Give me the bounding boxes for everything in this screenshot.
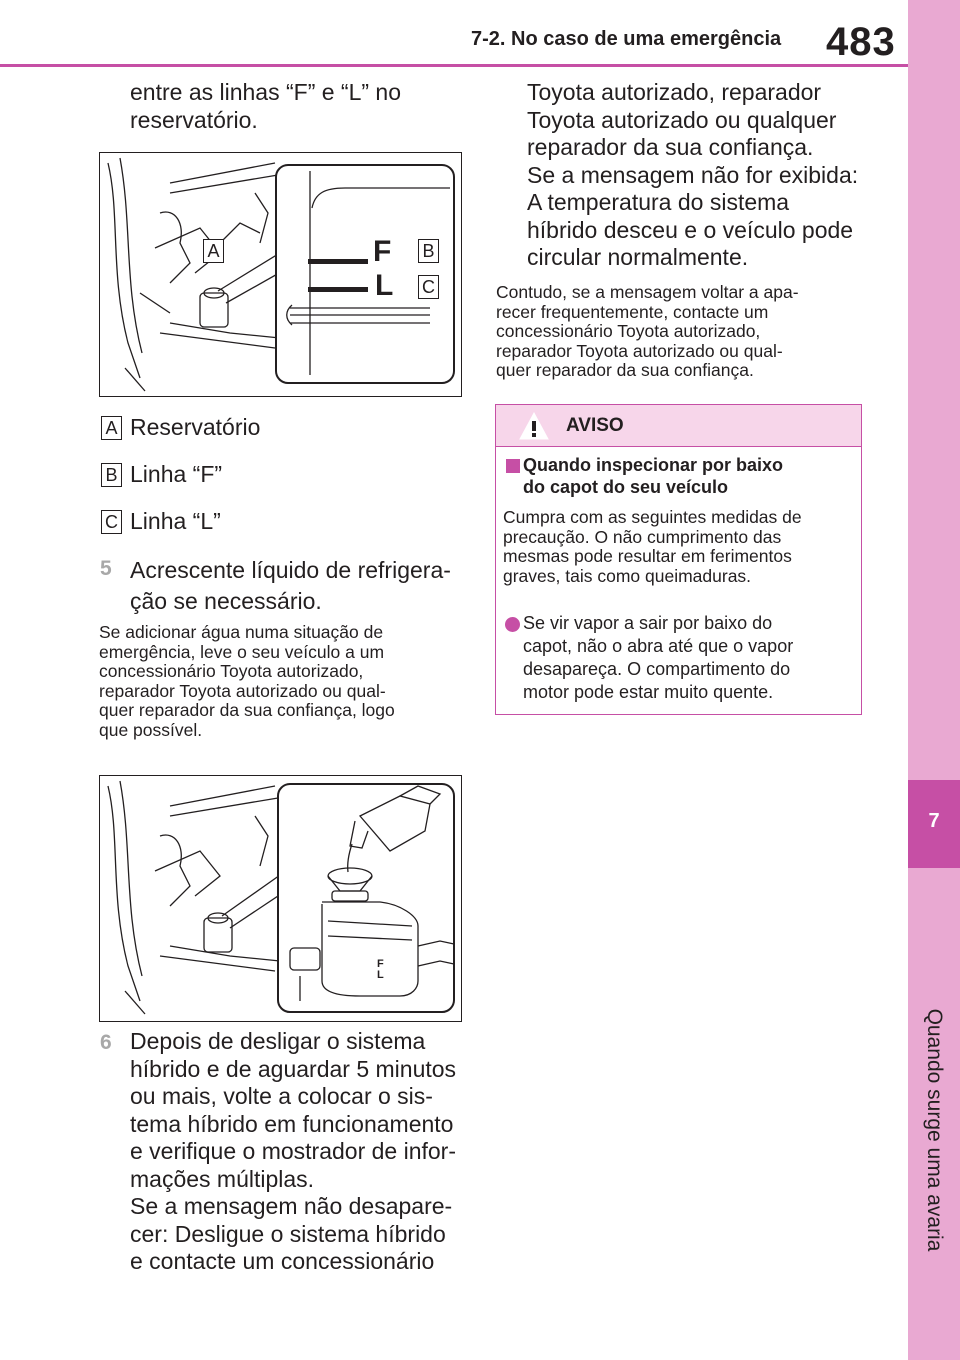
warning-header <box>496 405 861 447</box>
continued-line: reparador da sua confiança. <box>527 134 814 160</box>
emergency-water-note <box>99 623 395 740</box>
warning-box <box>495 404 862 715</box>
f-mark: F <box>373 235 392 268</box>
legend-key-b: B <box>101 463 122 487</box>
continued-line: A temperatura do sistema <box>527 189 790 215</box>
coolant-pour-illustration <box>100 776 460 1020</box>
warning-bullet-line: Se vir vapor a sair por baixo do <box>523 613 773 633</box>
step-6-line: tema híbrido em funcionamento <box>130 1110 454 1137</box>
warning-body <box>503 508 802 586</box>
note-line: recer frequentemente, contacte um <box>496 301 769 322</box>
note-line: quer reparador da sua confiança, logo <box>99 700 395 720</box>
warning-body-line: mesmas pode resultar em ferimentos <box>503 546 792 566</box>
reservoir-level-figure <box>99 152 462 397</box>
intro-line: entre as linhas “F” e “L” no <box>130 79 402 105</box>
warning-bullet-line: desapareça. O compartimento do <box>523 659 791 679</box>
warning-heading-line: Quando inspecionar por baixo <box>523 455 784 475</box>
legend-key-a: A <box>101 416 122 440</box>
adding-coolant-figure <box>99 775 462 1022</box>
square-bullet-icon <box>506 459 520 473</box>
warning-body-line: graves, tais como queimaduras. <box>503 565 752 586</box>
continued-line: circular normalmente. <box>527 244 749 270</box>
continued-line: híbrido desceu e o veículo pode <box>527 216 854 243</box>
warning-body-line: precaução. O não cumprimento das <box>503 526 782 547</box>
l-mark: L <box>375 269 394 302</box>
note-line: reparador Toyota autorizado ou qual- <box>99 680 386 701</box>
f-level-line <box>308 259 368 264</box>
note-line: reparador Toyota autorizado ou qual- <box>496 340 783 361</box>
reservoir-marks <box>377 959 384 981</box>
step-6-continued-text <box>527 79 858 272</box>
warning-title: AVISO <box>566 415 624 436</box>
chapter-title: Quando surge uma avaria <box>923 1008 946 1252</box>
side-tab-upper <box>908 0 960 780</box>
l-mark: L <box>377 969 384 981</box>
page-number: 483 <box>826 20 896 64</box>
step-6-text <box>130 1028 456 1276</box>
warning-bullet-line: capot, não o abra até que o vapor <box>523 636 794 656</box>
step-5-line: Acrescente líquido de refrigera- <box>130 557 451 583</box>
callout-a: A <box>203 239 224 263</box>
legend-key-c: C <box>101 510 122 534</box>
callout-b: B <box>418 239 439 263</box>
step-6-line: Se a mensagem não desapare- <box>130 1193 453 1219</box>
intro-line: reservatório. <box>130 106 258 133</box>
step-6-line: e verifique o mostrador de infor- <box>130 1138 456 1164</box>
section-title: 7-2. No caso de uma emergência <box>471 28 782 50</box>
legend-f-line: Linha “F” <box>130 461 223 487</box>
note-line: Se adicionar água numa situação de <box>99 622 384 642</box>
warning-triangle-icon <box>518 411 550 441</box>
continued-line: Toyota autorizado, reparador <box>527 79 822 105</box>
note-line: concessionário Toyota autorizado, <box>99 661 364 681</box>
step-6-line: cer: Desligue o sistema híbrido <box>130 1220 446 1247</box>
warning-bullet-text <box>523 612 793 704</box>
note-line: quer reparador da sua confiança. <box>496 360 754 380</box>
step-6-line: ou mais, volte a colocar o sis- <box>130 1083 433 1109</box>
note-line: concessionário Toyota autorizado, <box>496 321 761 341</box>
f-mark: F <box>377 958 384 970</box>
intro-text <box>130 79 401 134</box>
engine-bay-illustration <box>100 153 460 395</box>
warning-body-line: Cumpra com as seguintes medidas de <box>503 507 802 527</box>
step-6-line: mações múltiplas. <box>130 1165 315 1192</box>
step-5-text <box>130 555 451 617</box>
warning-heading <box>523 454 783 498</box>
continued-line: Se a mensagem não for exibida: <box>527 161 859 188</box>
note-line: Contudo, se a mensagem voltar a apa- <box>496 282 799 302</box>
step-6-line: e contacte um concessionário <box>130 1248 435 1274</box>
chapter-number: 7 <box>928 810 940 832</box>
legend-reservoir: Reservatório <box>130 414 261 440</box>
note-line: emergência, leve o seu veículo a um <box>99 641 385 662</box>
warning-bullet-line: motor pode estar muito quente. <box>523 682 774 702</box>
warning-heading-line: do capot do seu veículo <box>523 477 729 497</box>
header-rule <box>0 64 908 67</box>
note-line: que possível. <box>99 719 203 740</box>
round-bullet-icon <box>505 617 520 632</box>
step-5-line: ção se necessário. <box>130 588 322 614</box>
step-5-number: 5 <box>100 557 112 580</box>
legend-l-line: Linha “L” <box>130 508 221 534</box>
step-6-line: Depois de desligar o sistema <box>130 1028 426 1054</box>
step-6-line: híbrido e de aguardar 5 minutos <box>130 1055 457 1082</box>
callout-c: C <box>418 275 439 299</box>
l-level-line <box>308 287 368 292</box>
step-6-number: 6 <box>100 1031 112 1054</box>
continued-line: Toyota autorizado ou qualquer <box>527 106 837 133</box>
recurring-message-note <box>496 283 799 381</box>
